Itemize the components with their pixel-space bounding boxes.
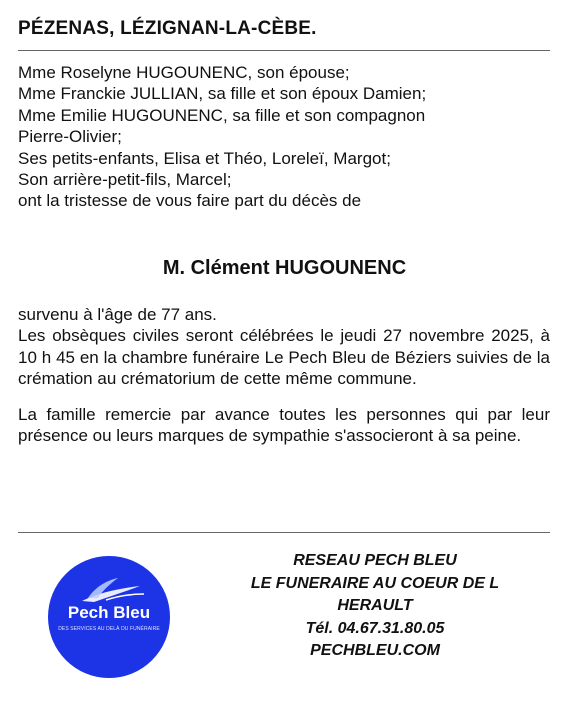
website-link[interactable]: PECHBLEU.COM — [310, 642, 440, 659]
logo-name: Pech Bleu — [67, 603, 151, 622]
contact-line: HERAULT — [337, 597, 413, 614]
family-list — [18, 62, 550, 212]
family-line: Son arrière-petit-fils, Marcel; — [18, 170, 232, 190]
contact-line: LE FUNERAIRE AU COEUR DE L — [250, 574, 500, 592]
family-line: Ses petits-enfants, Elisa et Théo, Loreleï, Margot; — [18, 148, 391, 168]
thanks-text: La famille remercie par avance toutes les personnes qui par leur présence ou leurs marques de sympathie s'associeront à sa peine. — [18, 404, 550, 446]
top-divider — [18, 50, 550, 51]
contact-line: RESEAU PECH BLEU — [293, 552, 457, 569]
notice-heading: PÉZENAS, LÉZIGNAN-LA-CÈBE. — [18, 18, 317, 39]
bottom-divider — [18, 532, 550, 533]
phone-number: Tél. 04.67.31.80.05 — [305, 619, 445, 637]
family-line: Mme Emilie HUGOUNENC, sa fille et son compagnon — [18, 105, 426, 125]
notice-body — [18, 304, 550, 446]
deceased-name: M. Clément HUGOUNENC — [162, 257, 407, 279]
pech-bleu-logo — [48, 556, 170, 678]
family-line: ont la tristesse de vous faire part du décès de — [18, 191, 362, 211]
age-line: survenu à l'âge de 77 ans. — [18, 305, 217, 324]
funeral-details: Les obsèques civiles seront célébrées le jeudi 27 novembre 2025, à 10 h 45 en la chambre funéraire Le Pech Bleu de Béziers suivies de la crémation au crématorium de cette même commune. — [18, 326, 550, 389]
contact-block — [210, 550, 540, 663]
family-line: Mme Franckie JULLIAN, sa fille et son époux Damien; — [18, 84, 427, 104]
family-line: Pierre-Olivier; — [18, 127, 122, 147]
family-line: Mme Roselyne HUGOUNENC, son épouse; — [18, 63, 350, 82]
logo-tagline: DES SERVICES AU DELÀ DU FUNÉRAIRE — [58, 626, 160, 632]
